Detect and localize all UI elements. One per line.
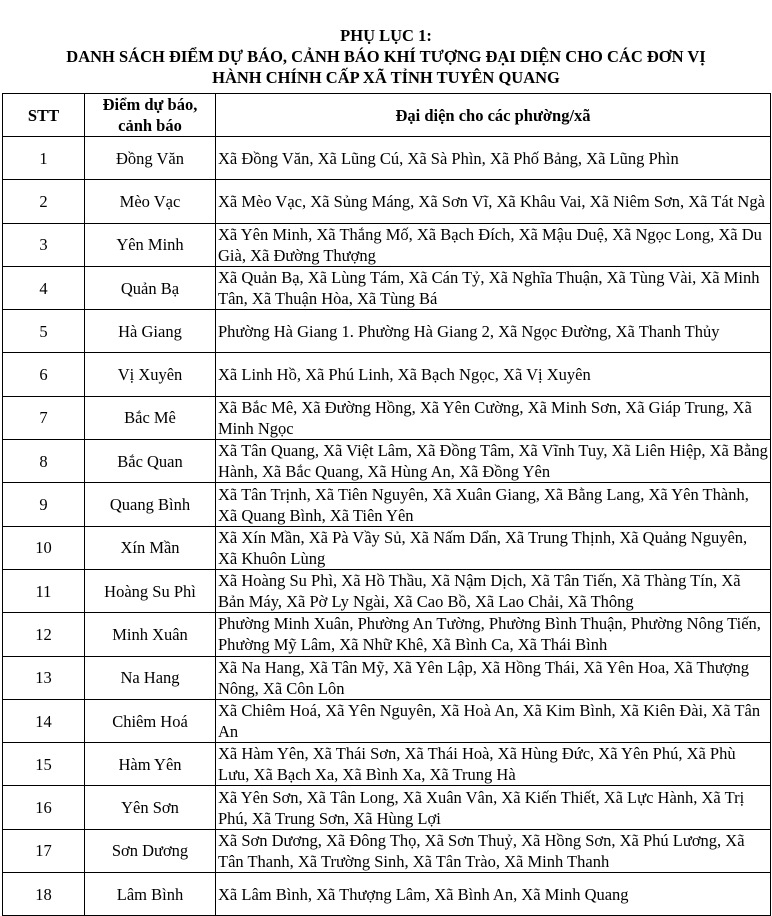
stt-cell: 6	[3, 353, 85, 396]
table-row	[3, 873, 771, 916]
document-heading	[0, 25, 772, 88]
stt-cell: 14	[3, 699, 85, 742]
header-represented-areas: Đại diện cho các phường/xã	[216, 94, 771, 137]
forecast-point-cell: Hà Giang	[85, 310, 216, 353]
table-row	[3, 396, 771, 439]
table-row	[3, 310, 771, 353]
represented-areas-cell: Xã Yên Sơn, Xã Tân Long, Xã Xuân Vân, Xã Kiến Thiết, Xã Lực Hành, Xã Trị Phú, Xã Trung Sơn, Xã Hùng Lợi	[216, 786, 771, 829]
represented-areas-cell: Xã Sơn Dương, Xã Đông Thọ, Xã Sơn Thuỷ, Xã Hồng Sơn, Xã Phú Lương, Xã Tân Thanh, Xã Trường Sinh, Xã Tân Trào, Xã Minh Thanh	[216, 829, 771, 872]
header-stt: STT	[3, 94, 85, 137]
header-forecast-point-line-2: cảnh báo	[118, 116, 182, 135]
table-body	[3, 137, 771, 916]
forecast-point-cell: Quản Bạ	[85, 266, 216, 309]
represented-areas-cell: Xã Hoàng Su Phì, Xã Hồ Thầu, Xã Nậm Dịch, Xã Tân Tiến, Xã Thàng Tín, Xã Bản Máy, Xã Pờ Ly Ngài, Xã Cao Bồ, Xã Lao Chải, Xã Thông	[216, 569, 771, 612]
table-row	[3, 743, 771, 786]
forecast-point-cell: Xín Mần	[85, 526, 216, 569]
appendix-title: PHỤ LỤC 1:	[340, 26, 432, 45]
represented-areas-cell: Xã Mèo Vạc, Xã Sủng Máng, Xã Sơn Vĩ, Xã Khâu Vai, Xã Niêm Sơn, Xã Tát Ngà	[216, 180, 771, 223]
stt-cell: 16	[3, 786, 85, 829]
forecast-point-cell: Hàm Yên	[85, 743, 216, 786]
document-title-line-2: HÀNH CHÍNH CẤP XÃ TỈNH TUYÊN QUANG	[212, 68, 560, 87]
represented-areas-cell: Xã Hàm Yên, Xã Thái Sơn, Xã Thái Hoà, Xã Hùng Đức, Xã Yên Phú, Xã Phù Lưu, Xã Bạch Xa, Xã Bình Xa, Xã Trung Hà	[216, 743, 771, 786]
forecast-point-cell: Mèo Vạc	[85, 180, 216, 223]
represented-areas-cell: Xã Quản Bạ, Xã Lùng Tám, Xã Cán Tỷ, Xã Nghĩa Thuận, Xã Tùng Vài, Xã Minh Tân, Xã Thuận Hòa, Xã Tùng Bá	[216, 266, 771, 309]
represented-areas-cell: Xã Lâm Bình, Xã Thượng Lâm, Xã Bình An, Xã Minh Quang	[216, 873, 771, 916]
represented-areas-cell: Xã Xín Mần, Xã Pà Vầy Sủ, Xã Nấm Dẩn, Xã Trung Thịnh, Xã Quảng Nguyên, Xã Khuôn Lùng	[216, 526, 771, 569]
document-title-line-1: DANH SÁCH ĐIỂM DỰ BÁO, CẢNH BÁO KHÍ TƯỢNG ĐẠI DIỆN CHO CÁC ĐƠN VỊ	[66, 47, 706, 66]
table-row	[3, 569, 771, 612]
stt-cell: 18	[3, 873, 85, 916]
forecast-points-table	[2, 93, 771, 916]
table-row	[3, 266, 771, 309]
stt-cell: 1	[3, 137, 85, 180]
table-row	[3, 699, 771, 742]
forecast-point-cell: Minh Xuân	[85, 613, 216, 656]
table-row	[3, 223, 771, 266]
represented-areas-cell: Xã Na Hang, Xã Tân Mỹ, Xã Yên Lập, Xã Hồng Thái, Xã Yên Hoa, Xã Thượng Nông, Xã Côn Lôn	[216, 656, 771, 699]
represented-areas-cell: Xã Linh Hồ, Xã Phú Linh, Xã Bạch Ngọc, Xã Vị Xuyên	[216, 353, 771, 396]
forecast-point-cell: Đồng Văn	[85, 137, 216, 180]
table-header-row	[3, 94, 771, 137]
table-row	[3, 786, 771, 829]
stt-cell: 3	[3, 223, 85, 266]
stt-cell: 8	[3, 440, 85, 483]
forecast-point-cell: Yên Minh	[85, 223, 216, 266]
stt-cell: 13	[3, 656, 85, 699]
stt-cell: 4	[3, 266, 85, 309]
stt-cell: 11	[3, 569, 85, 612]
forecast-point-cell: Na Hang	[85, 656, 216, 699]
table-row	[3, 829, 771, 872]
forecast-point-cell: Sơn Dương	[85, 829, 216, 872]
stt-cell: 10	[3, 526, 85, 569]
stt-cell: 9	[3, 483, 85, 526]
represented-areas-cell: Xã Đồng Văn, Xã Lũng Cú, Xã Sà Phìn, Xã Phố Bảng, Xã Lũng Phìn	[216, 137, 771, 180]
header-forecast-point-line-1: Điểm dự báo,	[102, 95, 198, 114]
table-row	[3, 180, 771, 223]
stt-cell: 7	[3, 396, 85, 439]
represented-areas-cell: Phường Minh Xuân, Phường An Tường, Phường Bình Thuận, Phường Nông Tiến, Phường Mỹ Lâm, Xã Nhữ Khê, Xã Bình Ca, Xã Thái Bình	[216, 613, 771, 656]
represented-areas-cell: Xã Chiêm Hoá, Xã Yên Nguyên, Xã Hoà An, Xã Kim Bình, Xã Kiên Đài, Xã Tân An	[216, 699, 771, 742]
forecast-point-cell: Lâm Bình	[85, 873, 216, 916]
table-row	[3, 656, 771, 699]
stt-cell: 5	[3, 310, 85, 353]
table-row	[3, 353, 771, 396]
represented-areas-cell: Xã Tân Trịnh, Xã Tiên Nguyên, Xã Xuân Giang, Xã Bằng Lang, Xã Yên Thành, Xã Quang Bình, Xã Tiên Yên	[216, 483, 771, 526]
stt-cell: 12	[3, 613, 85, 656]
table-row	[3, 526, 771, 569]
table-row	[3, 613, 771, 656]
forecast-point-cell: Vị Xuyên	[85, 353, 216, 396]
forecast-point-cell: Yên Sơn	[85, 786, 216, 829]
forecast-point-cell: Chiêm Hoá	[85, 699, 216, 742]
table-row	[3, 440, 771, 483]
forecast-point-cell: Bắc Mê	[85, 396, 216, 439]
represented-areas-cell: Xã Tân Quang, Xã Việt Lâm, Xã Đồng Tâm, Xã Vĩnh Tuy, Xã Liên Hiệp, Xã Bằng Hành, Xã Bắc Quang, Xã Hùng An, Xã Đồng Yên	[216, 440, 771, 483]
table-row	[3, 137, 771, 180]
forecast-point-cell: Bắc Quan	[85, 440, 216, 483]
forecast-point-cell: Hoàng Su Phì	[85, 569, 216, 612]
represented-areas-cell: Xã Yên Minh, Xã Thắng Mố, Xã Bạch Đích, Xã Mậu Duệ, Xã Ngọc Long, Xã Du Già, Xã Đường Thượng	[216, 223, 771, 266]
stt-cell: 2	[3, 180, 85, 223]
stt-cell: 17	[3, 829, 85, 872]
represented-areas-cell: Xã Bắc Mê, Xã Đường Hồng, Xã Yên Cường, Xã Minh Sơn, Xã Giáp Trung, Xã Minh Ngọc	[216, 396, 771, 439]
represented-areas-cell: Phường Hà Giang 1. Phường Hà Giang 2, Xã Ngọc Đường, Xã Thanh Thủy	[216, 310, 771, 353]
forecast-point-cell: Quang Bình	[85, 483, 216, 526]
table-row	[3, 483, 771, 526]
header-forecast-point	[85, 94, 216, 137]
stt-cell: 15	[3, 743, 85, 786]
